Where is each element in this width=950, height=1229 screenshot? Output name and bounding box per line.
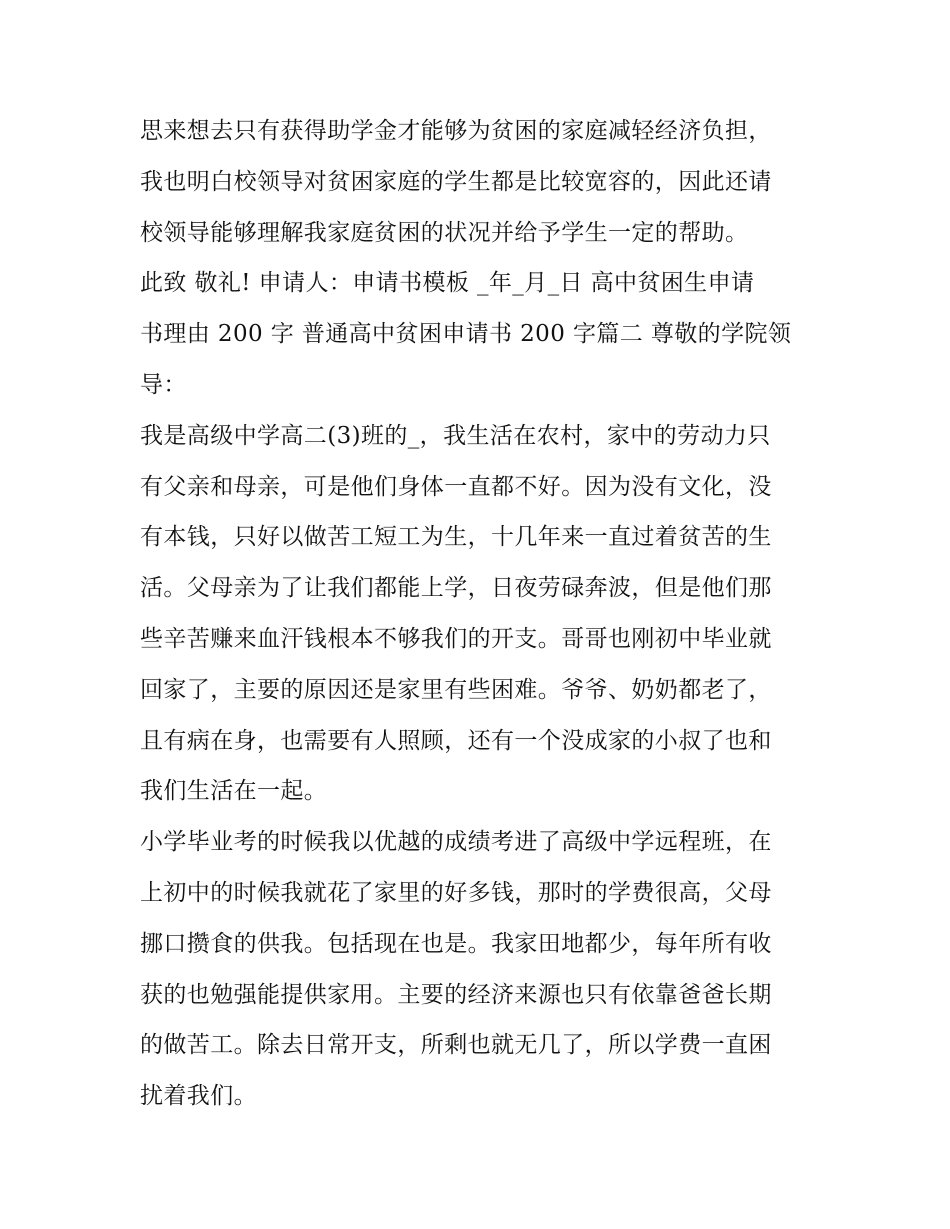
document-body [140,106,820,1122]
text-line: 获的也勉强能提供家用。主要的经济来源也只有依靠爸爸长期 [140,981,772,1008]
text-line: 校领导能够理解我家庭贫困的状况并给予学生一定的帮助。 [140,219,749,246]
text-line: 我是高级中学高二(3)班的_，我生活在农村，家中的劳动力只 [140,422,771,449]
text-line: 导： [140,371,187,398]
text-line: 扰着我们。 [140,1083,257,1110]
text-line: 些辛苦赚来血汗钱根本不够我们的开支。哥哥也刚初中毕业就 [140,625,772,652]
text-line: 有父亲和母亲，可是他们身体一直都不好。因为没有文化，没 [140,473,772,500]
text-line: 上初中的时候我就花了家里的好多钱，那时的学费很高，父母 [140,879,772,906]
text-line: 活。父母亲为了让我们都能上学，日夜劳碌奔波，但是他们那 [140,575,772,602]
text-line: 我们生活在一起。 [140,778,328,805]
text-line: 此致 敬礼! 申请人：申请书模板 _年_月_日 高中贫困生申请 [140,270,755,297]
text-line: 我也明白校领导对贫困家庭的学生都是比较宽容的，因此还请 [140,168,772,195]
text-line: 的做苦工。除去日常开支，所剩也就无几了，所以学费一直困 [140,1032,772,1059]
text-line: 回家了，主要的原因还是家里有些困难。爷爷、奶奶都老了， [140,676,772,703]
text-line: 书理由 200 字 普通高中贫困申请书 200 字篇二 尊敬的学院领 [140,321,792,348]
text-line: 思来想去只有获得助学金才能够为贫困的家庭减轻经济负担， [140,118,772,144]
text-line: 有本钱，只好以做苦工短工为生，十几年来一直过着贫苦的生 [140,524,772,551]
text-line: 挪口攒食的供我。包括现在也是。我家田地都少，每年所有收 [140,930,772,957]
text-line: 且有病在身，也需要有人照顾，还有一个没成家的小叔了也和 [140,727,772,754]
text-line: 小学毕业考的时候我以优越的成绩考进了高级中学远程班，在 [140,829,772,856]
